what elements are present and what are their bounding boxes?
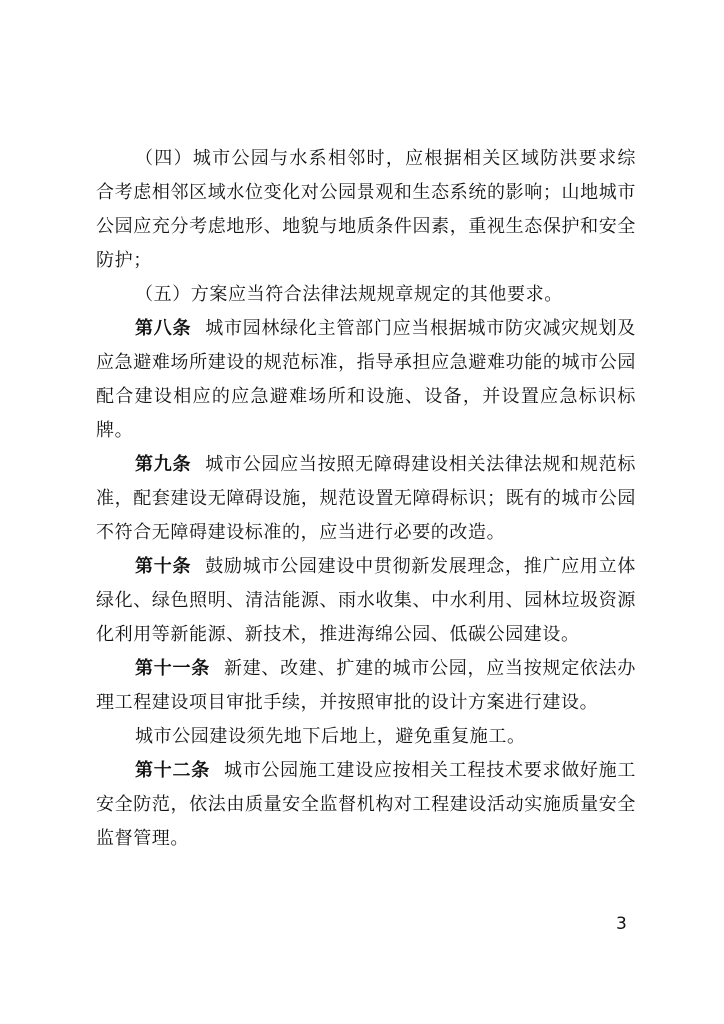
article-text: 鼓励城市公园建设中贯彻新发展理念，推广应用立体绿化、绿色照明、清洁能源、雨水收集、中水利用、园林垃圾资源化利用等新能源、新技术，推进海绵公园、低碳公园建设。 <box>96 556 636 645</box>
article-9 <box>96 448 636 550</box>
paragraph-text: （四）城市公园与水系相邻时，应根据相关区域防洪要求综合考虑相邻区域水位变化对公园景观和生态系统的影响；山地城市公园应充分考虑地形、地貌与地质条件因素，重视生态保护和安全防护； <box>96 148 636 271</box>
article-8 <box>96 312 636 448</box>
paragraph-item-5 <box>96 278 636 312</box>
paragraph-text: （五）方案应当符合法律法规规章规定的其他要求。 <box>135 284 563 305</box>
article-11-continuation <box>96 720 636 754</box>
article-text: 城市公园应当按照无障碍建设相关法律法规和规范标准，配套建设无障碍设施，规范设置无障碍标识；既有的城市公园不符合无障碍建设标准的，应当进行必要的改造。 <box>96 454 636 543</box>
article-text: 城市园林绿化主管部门应当根据城市防灾减灾规划及应急避难场所建设的规范标准，指导承担应急避难功能的城市公园配合建设相应的应急避难场所和设施、设备，并设置应急标识标牌。 <box>96 318 636 441</box>
article-heading: 第九条 <box>135 454 192 475</box>
article-text: 城市公园施工建设应按相关工程技术要求做好施工安全防范，依法由质量安全监督机构对工程建设活动实施质量安全监督管理。 <box>96 760 636 849</box>
article-text: 新建、改建、扩建的城市公园，应当按规定依法办理工程建设项目审批手续，并按照审批的设计方案进行建设。 <box>96 658 636 713</box>
article-10 <box>96 550 636 652</box>
article-11 <box>96 652 636 720</box>
article-heading: 第十一条 <box>135 658 210 679</box>
document-body <box>96 142 636 856</box>
page-number: 3 <box>616 914 627 934</box>
article-heading: 第八条 <box>135 318 192 339</box>
article-heading: 第十二条 <box>135 760 210 781</box>
paragraph-item-4 <box>96 142 636 278</box>
article-12 <box>96 754 636 856</box>
paragraph-text: 城市公园建设须先地下后地上，避免重复施工。 <box>135 726 526 747</box>
article-heading: 第十条 <box>135 556 192 577</box>
